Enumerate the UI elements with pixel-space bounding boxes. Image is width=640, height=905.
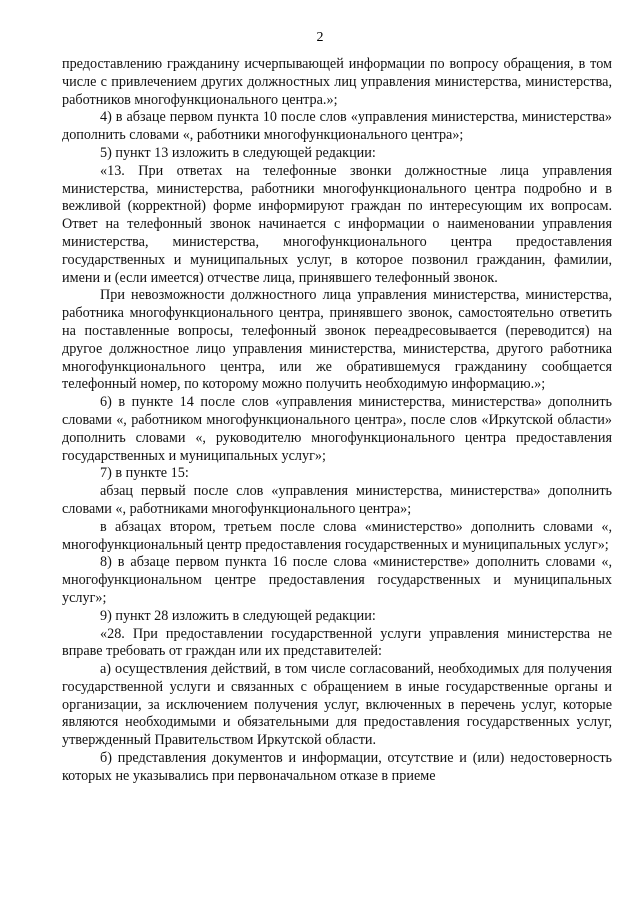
- document-body: [62, 56, 612, 786]
- page-number: 2: [316, 30, 324, 45]
- paragraph-item-7-first-abzac: абзац первый после слов «управления министерства, министерства» дополнить словами «, работниками многофункционального центра»;: [62, 483, 612, 517]
- paragraph-clause-13: «13. При ответах на телефонные звонки должностные лица управления министерства, министерства, работники многофункционального центра подробно и в вежливой (корректной) форме информируют граждан по интересующим их вопросам. Ответ на телефонный звонок начинается с информации о наименовании управления министерства, министерства, многофункционального центра предоставления государственных и муниципальных услуг, в которое позвонил гражданин, фамилии, имени и (если имеется) отчестве лица, принявшего телефонный звонок.: [62, 162, 612, 286]
- paragraph-item-9: 9) пункт 28 изложить в следующей редакции:: [100, 607, 376, 624]
- paragraph-clause-28-a: а) осуществления действий, в том числе согласований, необходимых для получения государственной услуги и связанных с обращением в иные государственные органы и организации, за исключением получения услуг, включенных в перечень услуг, которые являются необходимыми и обязательными для предоставления государственных услуг, утвержденный Правительством Иркутской области.: [62, 661, 612, 749]
- paragraph-clause-28-b: б) представления документов и информации, отсутствие и (или) недостоверность которых не указывались при первоначальном отказе в приеме: [62, 750, 612, 784]
- paragraph-item-7-second-third-abzac: в абзацах втором, третьем после слова «министерство» дополнить словами «, многофункциональный центр предоставления государственных и муниципальных услуг»;: [62, 518, 612, 553]
- paragraph-clause-28: «28. При предоставлении государственной услуги управления министерства не вправе требовать от граждан или их представителей:: [62, 625, 612, 660]
- paragraph-item-6: 6) в пункте 14 после слов «управления министерства, министерства» дополнить словами «, работником многофункционального центра», после слов «Иркутской области» дополнить словами «, руководителю многофункционального центра предоставления государственных и муниципальных услуг»;: [62, 394, 612, 464]
- paragraph-continuation: предоставлению гражданину исчерпывающей информации по вопросу обращения, в том числе с привлечением других должностных лиц управления министерства, министерства, работников многофункционального центра.»;: [62, 56, 612, 108]
- paragraph-item-4: 4) в абзаце первом пункта 10 после слов «управления министерства, министерства» дополнить словами «, работники многофункционального центра»;: [62, 109, 612, 144]
- paragraph-clause-13-part-2: При невозможности должностного лица управления министерства, министерства, работника многофункционального центра, принявшего звонок, самостоятельно ответить на поставленные вопросы, телефонный звонок переадресовывается (переводится) на другое должностное лицо управления министерства, министерства, другого работника многофункционального центра, или же обратившемуся гражданину сообщается телефонный номер, по которому можно получить необходимую информацию.»;: [62, 287, 612, 393]
- paragraph-item-7: 7) в пункте 15:: [100, 465, 189, 482]
- paragraph-item-8: 8) в абзаце первом пункта 16 после слова «министерстве» дополнить словами «, многофункциональном центре предоставления государственных и муниципальных услуг»;: [62, 554, 612, 606]
- paragraph-item-5: 5) пункт 13 изложить в следующей редакции:: [100, 144, 376, 161]
